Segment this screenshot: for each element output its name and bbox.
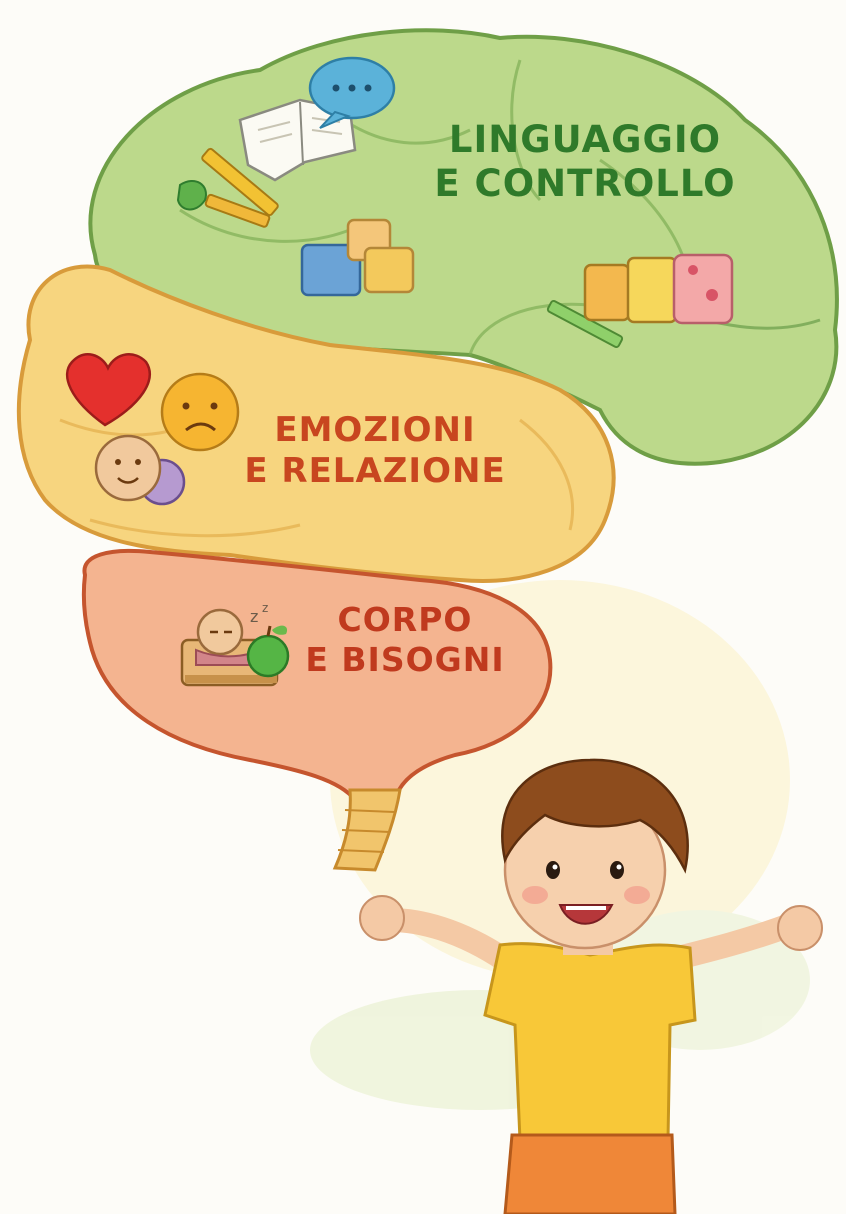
sad-face-icon	[162, 374, 238, 450]
label-emotions-line1: EMOZIONI	[274, 410, 476, 450]
label-body-line1: CORPO	[337, 600, 473, 639]
svg-text:z: z	[250, 607, 259, 626]
label-body-needs	[300, 600, 510, 679]
label-emotions-line2: E RELAZIONE	[244, 450, 506, 491]
label-language-control	[430, 118, 740, 207]
label-emotions-relation	[230, 410, 520, 492]
label-body-line2: E BISOGNI	[305, 639, 505, 679]
label-language-line1: LINGUAGGIO	[448, 118, 722, 161]
svg-text:z: z	[262, 601, 269, 615]
label-language-line2: E CONTROLLO	[434, 162, 736, 206]
